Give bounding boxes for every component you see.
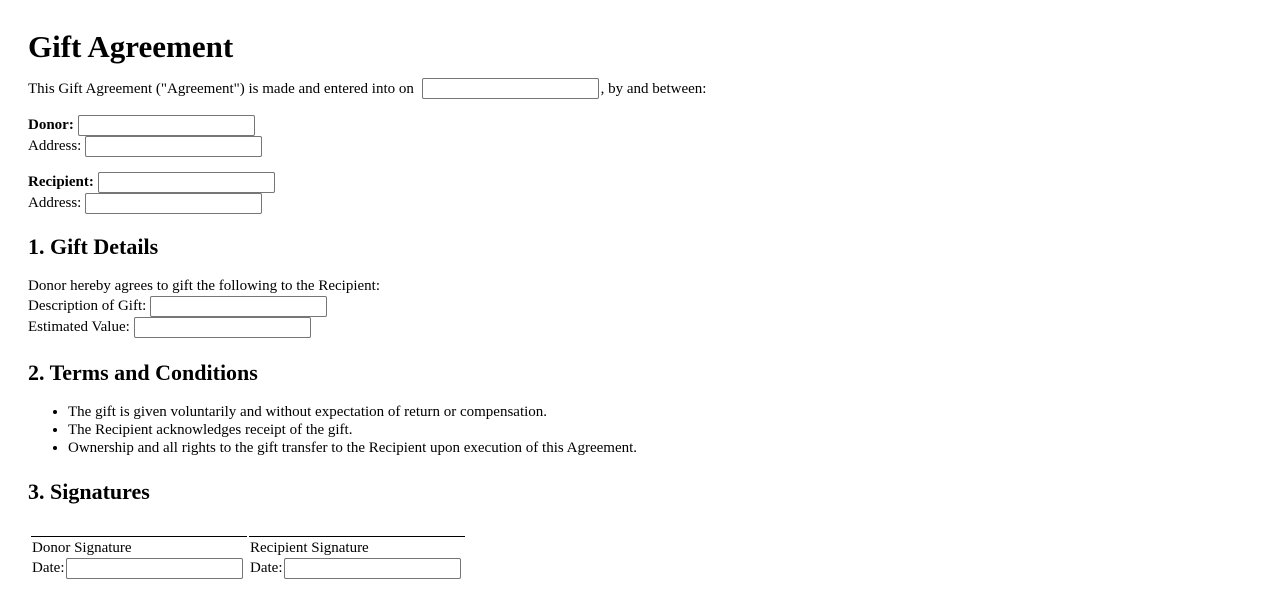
gift-description-label: Description of Gift: bbox=[28, 298, 147, 314]
estimated-value-field[interactable] bbox=[134, 317, 311, 338]
donor-signature-block bbox=[31, 536, 247, 579]
donor-label: Donor: bbox=[28, 117, 74, 133]
recipient-name-field[interactable] bbox=[98, 172, 275, 193]
intro-text: This Gift Agreement ("Agreement") is made and entered into on bbox=[28, 81, 414, 97]
terms-list-item: • The Recipient acknowledges receipt of the gift. bbox=[68, 421, 1278, 439]
page-title: Gift Agreement bbox=[28, 29, 234, 64]
gift-details-intro: Donor hereby agrees to gift the following to the Recipient: bbox=[28, 278, 380, 294]
recipient-date-field[interactable] bbox=[284, 558, 461, 579]
gift-description-field[interactable] bbox=[150, 296, 327, 317]
intro-paragraph bbox=[28, 78, 1278, 100]
recipient-signature-label: Recipient Signature bbox=[250, 540, 369, 556]
terms-list bbox=[28, 403, 1278, 457]
donor-address-field[interactable] bbox=[85, 136, 262, 157]
signature-table bbox=[29, 534, 467, 581]
agreement-date-field[interactable] bbox=[422, 78, 599, 99]
recipient-signature-line bbox=[249, 536, 465, 537]
gift-details-heading: 1. Gift Details bbox=[28, 234, 159, 259]
recipient-address-label: Address: bbox=[28, 195, 82, 211]
recipient-signature-block bbox=[249, 536, 465, 579]
recipient-section bbox=[28, 172, 1278, 214]
donor-date-label: Date: bbox=[32, 560, 65, 576]
terms-list-item: • The gift is given voluntarily and without expectation of return or compensation. bbox=[68, 403, 1278, 421]
recipient-date-label: Date: bbox=[250, 560, 283, 576]
recipient-address-field[interactable] bbox=[85, 193, 262, 214]
estimated-value-label: Estimated Value: bbox=[28, 319, 130, 335]
terms-list-item: • Ownership and all rights to the gift transfer to the Recipient upon execution of this Agreement. bbox=[68, 439, 1278, 457]
terms-heading: 2. Terms and Conditions bbox=[28, 360, 258, 385]
donor-address-label: Address: bbox=[28, 138, 82, 154]
donor-signature-line bbox=[31, 536, 247, 537]
donor-date-field[interactable] bbox=[66, 558, 243, 579]
donor-section bbox=[28, 115, 1278, 157]
gift-details-section bbox=[28, 277, 1278, 338]
signatures-heading: 3. Signatures bbox=[28, 479, 150, 504]
recipient-label: Recipient: bbox=[28, 174, 94, 190]
donor-signature-label: Donor Signature bbox=[32, 540, 132, 556]
intro-text-end: , by and between: bbox=[600, 81, 707, 97]
donor-name-field[interactable] bbox=[78, 115, 255, 136]
